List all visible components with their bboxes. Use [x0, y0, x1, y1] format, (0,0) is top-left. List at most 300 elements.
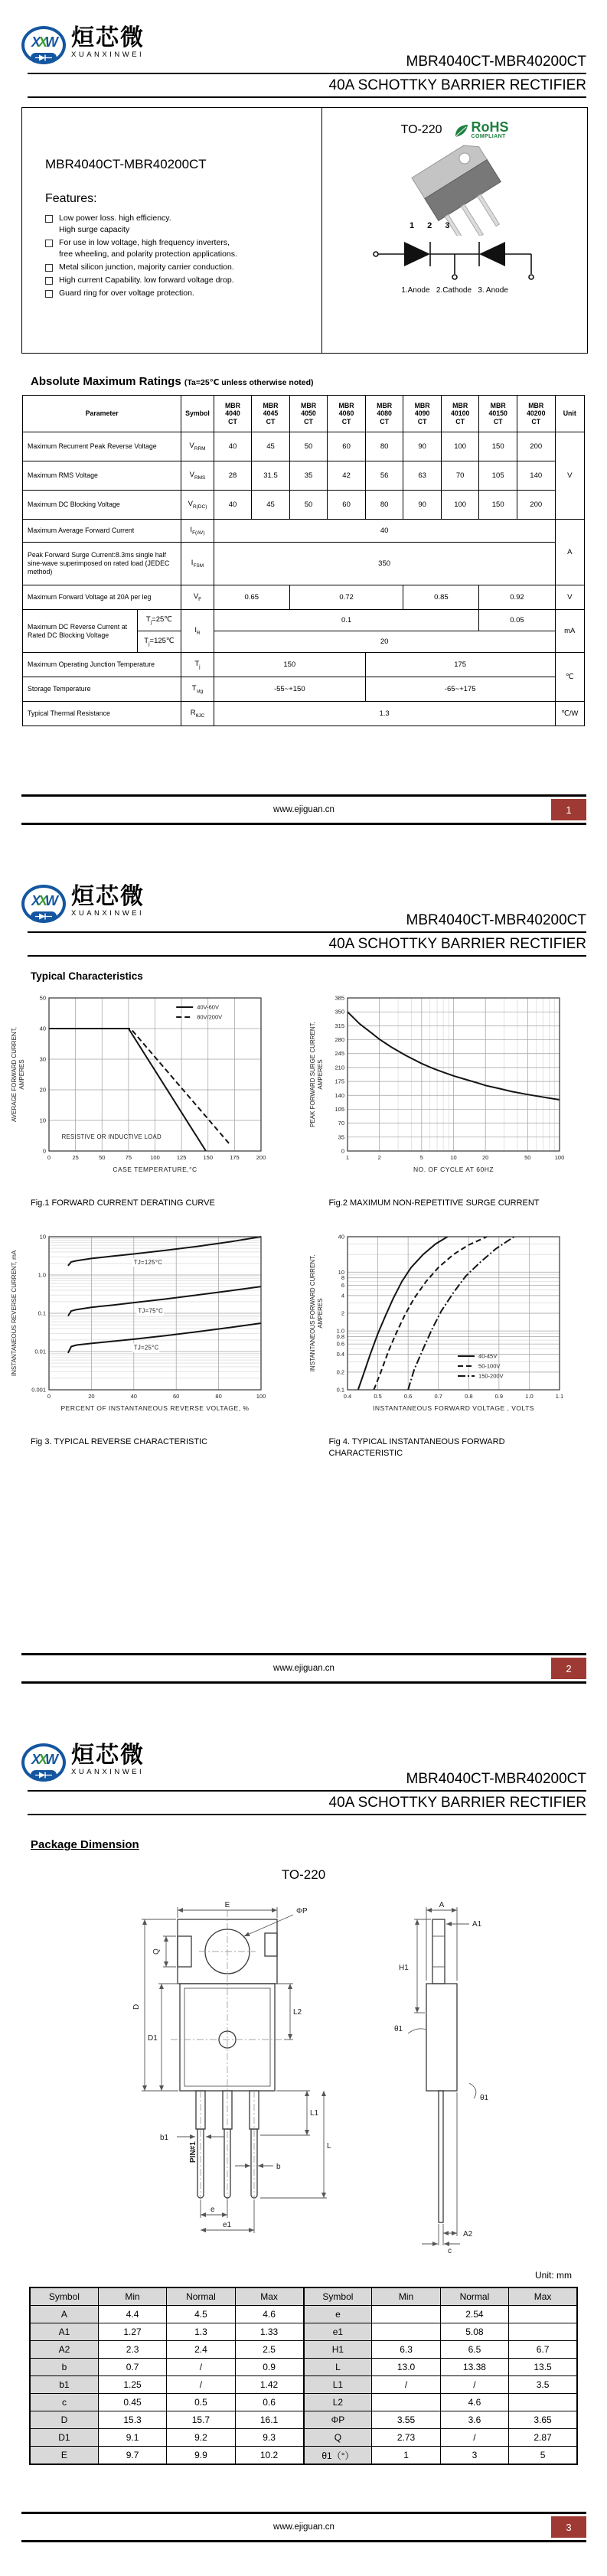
- amr-cell: -65~+175: [365, 677, 555, 702]
- svg-text:10: 10: [39, 1233, 46, 1241]
- svg-text:0: 0: [47, 1392, 51, 1400]
- dim-value: 3.55: [372, 2411, 440, 2429]
- svg-text:0: 0: [42, 1147, 46, 1155]
- checkbox-icon: [45, 240, 53, 247]
- amr-cell: 1.3: [214, 702, 555, 726]
- svg-text:25: 25: [72, 1154, 79, 1161]
- dim-value: /: [440, 2376, 508, 2394]
- feature-text: Guard ring for over voltage protection.: [59, 289, 194, 298]
- dim-symbol: D: [30, 2411, 98, 2429]
- amr-cell: Maximum DC Blocking Voltage: [23, 491, 181, 520]
- brand-names: [71, 885, 145, 918]
- svg-text:TJ=25°C: TJ=25°C: [133, 1344, 159, 1352]
- svg-text:1: 1: [345, 1154, 349, 1161]
- dim-value: 3.5: [509, 2376, 577, 2394]
- amr-cell: Maximum Operating Junction Temperature: [23, 653, 181, 677]
- fig3-caption: Fig 3. TYPICAL REVERSE CHARACTERISTIC: [31, 1436, 208, 1446]
- svg-text:AMPERES: AMPERES: [18, 1059, 25, 1090]
- svg-text:0.001: 0.001: [31, 1386, 46, 1394]
- doc-part-range: MBR4040CT-MBR40200CT: [406, 54, 586, 70]
- svg-text:AMPERES: AMPERES: [316, 1298, 324, 1329]
- dim-row: [30, 2376, 577, 2394]
- amr-cell: $V_{R(DC)}$: [181, 491, 214, 520]
- amr-header-device: MBR 4045 CT: [252, 396, 290, 432]
- amr-cell: 0.05: [479, 610, 555, 631]
- amr-cell: 350: [214, 543, 555, 585]
- brand-name-cn: 烜芯微: [71, 1743, 145, 1768]
- dim-value: 4.4: [98, 2306, 166, 2323]
- dim-value: 9.3: [235, 2429, 303, 2447]
- page-2: [0, 859, 607, 1717]
- dim-header: Normal: [167, 2287, 235, 2306]
- dim-symbol: H1: [304, 2341, 372, 2359]
- dim-header: Symbol: [30, 2287, 98, 2306]
- amr-cell: A: [555, 520, 585, 585]
- dim-value: 5: [509, 2447, 577, 2465]
- amr-cell: 90: [403, 491, 442, 520]
- dimension-label: Q: [152, 1948, 161, 1955]
- svg-text:280: 280: [334, 1036, 344, 1044]
- svg-text:NO. OF CYCLE AT 60HZ: NO. OF CYCLE AT 60HZ: [413, 1166, 494, 1173]
- dim-row: [30, 2341, 577, 2359]
- page-footer: [21, 794, 586, 825]
- brand-logo-icon: [21, 1743, 66, 1782]
- dim-value: 0.5: [167, 2394, 235, 2411]
- svg-text:10: 10: [39, 1117, 46, 1124]
- amr-cell: 70: [441, 461, 479, 491]
- logo-letters: XXW: [31, 892, 57, 908]
- dim-symbol: ΦP: [304, 2411, 372, 2429]
- amr-cell: Maximum Recurrent Peak Reverse Voltage: [23, 432, 181, 461]
- fig2-caption: Fig.2 MAXIMUM NON-REPETITIVE SURGE CURRENT: [328, 1198, 540, 1208]
- svg-text:PEAK FORWARD SURGE CURRENT,: PEAK FORWARD SURGE CURRENT,: [308, 1022, 316, 1127]
- svg-text:0.4: 0.4: [336, 1351, 344, 1358]
- svg-text:80V/200V: 80V/200V: [197, 1013, 223, 1021]
- package-drawing: [44, 1898, 564, 2261]
- dim-symbol: A: [30, 2306, 98, 2323]
- dim-value: [372, 2323, 440, 2341]
- features-title: Features:: [45, 192, 97, 205]
- package-3d-image: [374, 142, 535, 236]
- pin-numbers: 1 2 3: [410, 221, 455, 230]
- svg-text:80: 80: [215, 1392, 222, 1400]
- amr-cell: 140: [517, 461, 555, 491]
- amr-cell: 80: [365, 491, 403, 520]
- svg-text:40: 40: [39, 1025, 46, 1032]
- dim-symbol: D1: [30, 2429, 98, 2447]
- checkbox-icon: [45, 264, 53, 272]
- svg-text:0.7: 0.7: [433, 1392, 442, 1400]
- dim-row: [30, 2429, 577, 2447]
- doc-subtitle: 40A SCHOTTKY BARRIER RECTIFIER: [328, 77, 586, 93]
- svg-text:50: 50: [524, 1154, 530, 1161]
- dim-symbol: A2: [30, 2341, 98, 2359]
- feature-item: [45, 237, 321, 260]
- dimension-label: e1: [222, 2221, 231, 2229]
- amr-cell: $R_{\theta JC}$: [181, 702, 214, 726]
- fig3-plot: [9, 1226, 273, 1427]
- amr-cell: 60: [328, 432, 366, 461]
- svg-text:100: 100: [256, 1392, 266, 1400]
- package-dimension-title: Package Dimension: [31, 1838, 139, 1851]
- dim-value: 4.5: [167, 2306, 235, 2323]
- feature-text: For use in low voltage, high frequency inverters, free wheeling, and polarity protection applications.: [59, 238, 237, 259]
- feature-item: [45, 288, 321, 299]
- amr-cell: 20: [214, 631, 555, 653]
- amr-cell: $T_j$: [181, 653, 214, 677]
- dim-value: 3: [440, 2447, 508, 2465]
- amr-title-note: (Ta=25℃ unless otherwise noted): [184, 378, 314, 387]
- dim-value: 13.5: [509, 2359, 577, 2376]
- brand-name-cn: 烜芯微: [71, 25, 145, 51]
- leaf-icon: [453, 123, 469, 139]
- amr-cell: 200: [517, 432, 555, 461]
- amr-header-device: MBR 4050 CT: [289, 396, 328, 432]
- amr-cell: ℃/W: [555, 702, 585, 726]
- dim-value: 6.7: [509, 2341, 577, 2359]
- diode-icon: [31, 53, 57, 63]
- dim-value: [509, 2323, 577, 2341]
- amr-cell: V: [555, 432, 585, 520]
- dim-header: Normal: [440, 2287, 508, 2306]
- dim-header-row: [30, 2287, 577, 2306]
- feature-item: [45, 275, 321, 286]
- svg-text:245: 245: [334, 1050, 344, 1058]
- amr-cell: $V_F$: [181, 585, 214, 610]
- dim-value: 0.9: [235, 2359, 303, 2376]
- svg-text:150: 150: [203, 1154, 214, 1161]
- feature-text: Metal silicon junction, majority carrier conduction.: [59, 262, 234, 272]
- amr-cell: 60: [328, 491, 366, 520]
- dimension-label: L: [326, 2142, 331, 2150]
- brand-name-en: XUANXINWEI: [71, 908, 145, 918]
- svg-text:AVERAGE FORWARD CURRENT,: AVERAGE FORWARD CURRENT,: [11, 1027, 18, 1122]
- dim-value: [509, 2306, 577, 2323]
- dim-row: [30, 2394, 577, 2411]
- svg-text:RESISTIVE OR INDUCTIVE LOAD: RESISTIVE OR INDUCTIVE LOAD: [61, 1133, 162, 1140]
- fig1-chart: [9, 987, 300, 1192]
- amr-row: [23, 702, 585, 726]
- dim-value: [372, 2306, 440, 2323]
- svg-text:2: 2: [341, 1309, 344, 1317]
- svg-text:PERCENT OF INSTANTANEOUS REVER: PERCENT OF INSTANTANEOUS REVERSE VOLTAGE, %: [60, 1404, 250, 1412]
- dimension-label: E: [224, 1901, 230, 1909]
- dim-symbol: e: [304, 2306, 372, 2323]
- svg-text:INSTANTANEOUS FORWARD CURRENT,: INSTANTANEOUS FORWARD CURRENT,: [308, 1254, 316, 1372]
- svg-text:125: 125: [176, 1154, 187, 1161]
- dim-value: 0.6: [235, 2394, 303, 2411]
- dim-row: [30, 2411, 577, 2429]
- dim-symbol: L: [304, 2359, 372, 2376]
- amr-header-device: MBR 4040 CT: [214, 396, 252, 432]
- dim-value: 0.45: [98, 2394, 166, 2411]
- diode-pin-caption: 1.Anode 2.Cathode 3. Anode: [401, 286, 508, 295]
- svg-text:105: 105: [334, 1105, 344, 1113]
- amr-cell: $I_R$: [181, 610, 214, 653]
- svg-text:0.6: 0.6: [403, 1392, 412, 1400]
- svg-text:6: 6: [341, 1281, 344, 1289]
- amr-header-device: MBR 4080 CT: [365, 396, 403, 432]
- amr-cell: $T_{stg}$: [181, 677, 214, 702]
- dimension-label: L2: [292, 2008, 302, 2017]
- fig4-chart: [308, 1226, 599, 1430]
- svg-text:1.0: 1.0: [524, 1392, 534, 1400]
- dim-value: 10.2: [235, 2447, 303, 2465]
- dim-value: 1.33: [235, 2323, 303, 2341]
- svg-text:150-200V: 150-200V: [478, 1372, 504, 1380]
- amr-cell: Peak Forward Surge Current:8.3ms single half sine-wave superimposed on rated load (JEDEC method): [23, 543, 181, 585]
- amr-header-device: MBR 4090 CT: [403, 396, 442, 432]
- svg-text:0.1: 0.1: [336, 1386, 344, 1394]
- header-rule: [28, 931, 586, 933]
- dim-symbol: θ1（°）: [304, 2447, 372, 2465]
- overview-right: [321, 108, 587, 353]
- header-rule: [28, 1790, 586, 1792]
- dim-value: 2.4: [167, 2341, 235, 2359]
- amr-cell: Storage Temperature: [23, 677, 181, 702]
- amr-header-device: MBR 4060 CT: [328, 396, 366, 432]
- features-list: [22, 213, 321, 299]
- package-name: TO-220: [400, 122, 442, 136]
- amr-cell: $V_{RMS}$: [181, 461, 214, 491]
- page-1: [0, 0, 607, 859]
- amr-header-device: MBR 40100 CT: [441, 396, 479, 432]
- dimension-label: A: [439, 1901, 444, 1909]
- svg-text:175: 175: [334, 1078, 344, 1085]
- amr-row: [23, 520, 585, 543]
- header-rule: [28, 73, 586, 74]
- svg-text:AMPERES: AMPERES: [316, 1059, 324, 1090]
- svg-text:35: 35: [338, 1133, 344, 1141]
- amr-header-device: MBR 40200 CT: [517, 396, 555, 432]
- amr-cell: 0.1: [214, 610, 479, 631]
- svg-text:315: 315: [334, 1022, 344, 1029]
- svg-text:175: 175: [230, 1154, 240, 1161]
- amr-cell: 50: [289, 491, 328, 520]
- page-number-badge: 2: [551, 1658, 586, 1679]
- svg-text:INSTANTANEOUS REVERSE CURRENT,: INSTANTANEOUS REVERSE CURRENT, mA: [11, 1250, 18, 1376]
- dim-symbol: L2: [304, 2394, 372, 2411]
- amr-cell: 80: [365, 432, 403, 461]
- svg-text:5: 5: [419, 1154, 423, 1161]
- fig2-plot: [308, 987, 572, 1188]
- dim-value: 3.6: [440, 2411, 508, 2429]
- logo-letters: XXW: [31, 34, 57, 50]
- svg-text:4: 4: [341, 1292, 344, 1299]
- dimension-table: [29, 2287, 578, 2465]
- brand-logo: [21, 26, 148, 64]
- dim-value: 1: [372, 2447, 440, 2465]
- feature-item: [45, 213, 321, 236]
- overview-box: [21, 107, 588, 354]
- rohs-label: RoHS: [471, 119, 509, 135]
- page-footer: [21, 2512, 586, 2542]
- fig4-plot: [308, 1226, 572, 1427]
- dimension-label: b: [276, 2163, 281, 2171]
- page-number-badge: 1: [551, 799, 586, 820]
- doc-part-range: MBR4040CT-MBR40200CT: [406, 912, 586, 928]
- amr-row: [23, 543, 585, 585]
- amr-cell: Maximum Average Forward Current: [23, 520, 181, 543]
- dim-symbol: L1: [304, 2376, 372, 2394]
- dim-value: /: [167, 2376, 235, 2394]
- amr-cell: 0.92: [479, 585, 555, 610]
- amr-cell: 50: [289, 432, 328, 461]
- svg-text:TJ=75°C: TJ=75°C: [138, 1307, 164, 1315]
- dim-header: Max: [235, 2287, 303, 2306]
- page-header: [21, 0, 586, 101]
- svg-text:50: 50: [99, 1154, 106, 1161]
- dimension-label: D: [132, 2004, 141, 2010]
- dim-value: 5.08: [440, 2323, 508, 2341]
- fig2-chart: [308, 987, 599, 1192]
- fig2-cell: [308, 987, 599, 1209]
- dim-symbol: E: [30, 2447, 98, 2465]
- page-header: [21, 1717, 586, 1818]
- feature-item: [45, 262, 321, 273]
- checkbox-icon: [45, 290, 53, 298]
- dim-value: 13.0: [372, 2359, 440, 2376]
- amr-cell: 105: [479, 461, 517, 491]
- dim-row: [30, 2323, 577, 2341]
- dim-value: 2.5: [235, 2341, 303, 2359]
- doc-subtitle: 40A SCHOTTKY BARRIER RECTIFIER: [328, 1795, 586, 1811]
- brand-logo-icon: [21, 26, 66, 64]
- dim-header: Symbol: [304, 2287, 372, 2306]
- dim-row: [30, 2306, 577, 2323]
- brand-names: [71, 26, 145, 59]
- svg-text:20: 20: [481, 1154, 488, 1161]
- dim-symbol: Q: [304, 2429, 372, 2447]
- dimension-label: c: [447, 2247, 452, 2255]
- svg-text:1.1: 1.1: [555, 1392, 563, 1400]
- dim-value: 1.25: [98, 2376, 166, 2394]
- amr-cell: 63: [403, 461, 442, 491]
- diode-icon: [31, 1770, 57, 1780]
- diode-icon: [31, 911, 57, 921]
- dim-value: /: [372, 2376, 440, 2394]
- dim-value: /: [440, 2429, 508, 2447]
- svg-text:0.8: 0.8: [336, 1332, 344, 1340]
- amr-cell: 0.65: [214, 585, 289, 610]
- svg-text:40-45V: 40-45V: [478, 1352, 497, 1360]
- dim-symbol: b: [30, 2359, 98, 2376]
- amr-row: [23, 653, 585, 677]
- dim-value: 0.7: [98, 2359, 166, 2376]
- svg-text:0.2: 0.2: [336, 1368, 344, 1376]
- dim-value: /: [167, 2359, 235, 2376]
- amr-cell: Maximum RMS Voltage: [23, 461, 181, 491]
- svg-text:0.9: 0.9: [494, 1392, 503, 1400]
- amr-cell: 40: [214, 491, 252, 520]
- dimension-label: θ1: [479, 2094, 488, 2102]
- amr-cell: Typical Thermal Resistance: [23, 702, 181, 726]
- amr-cell: 31.5: [252, 461, 290, 491]
- charts-grid: [9, 987, 598, 1459]
- svg-text:200: 200: [256, 1154, 266, 1161]
- svg-text:210: 210: [334, 1064, 344, 1071]
- svg-text:20: 20: [88, 1392, 95, 1400]
- footer-url[interactable]: www.ejiguan.cn: [273, 1664, 335, 1673]
- fig4-cell: [308, 1226, 599, 1459]
- svg-text:140: 140: [334, 1091, 344, 1099]
- fig3-chart: [9, 1226, 300, 1430]
- svg-text:1.0: 1.0: [336, 1327, 344, 1335]
- dim-value: 9.9: [167, 2447, 235, 2465]
- amr-cell: 100: [441, 491, 479, 520]
- amr-cell: 40: [214, 520, 555, 543]
- dimension-label: A1: [472, 1920, 481, 1929]
- dim-value: 15.7: [167, 2411, 235, 2429]
- svg-text:70: 70: [338, 1120, 344, 1127]
- svg-text:10: 10: [338, 1268, 344, 1276]
- dim-symbol: c: [30, 2394, 98, 2411]
- amr-cell: 45: [252, 491, 290, 520]
- dim-value: 13.38: [440, 2359, 508, 2376]
- svg-text:40: 40: [130, 1392, 137, 1400]
- footer-url[interactable]: www.ejiguan.cn: [273, 805, 335, 814]
- diode-schematic: [370, 236, 539, 286]
- checkbox-icon: [45, 277, 53, 285]
- page-3: [0, 1717, 607, 2576]
- dim-value: [509, 2394, 577, 2411]
- dimension-label: ΦP: [295, 1907, 308, 1916]
- brand-name-cn: 烜芯微: [71, 884, 145, 909]
- svg-text:0.6: 0.6: [336, 1340, 344, 1348]
- svg-text:TJ=125°C: TJ=125°C: [133, 1258, 163, 1266]
- amr-cell: V: [555, 585, 585, 610]
- amr-cell: Maximum Forward Voltage at 20A per leg: [23, 585, 181, 610]
- fig1-caption: Fig.1 FORWARD CURRENT DERATING CURVE: [31, 1198, 215, 1208]
- svg-text:40V-60V: 40V-60V: [197, 1003, 219, 1011]
- amr-row: [23, 432, 585, 461]
- rohs-badge: [453, 120, 509, 139]
- amr-cell: -55~+150: [214, 677, 365, 702]
- svg-text:0.4: 0.4: [343, 1392, 351, 1400]
- amr-table: [22, 395, 585, 726]
- dimension-label: PIN#1: [188, 2141, 197, 2163]
- amr-cell: 150: [214, 653, 365, 677]
- fig1-cell: [9, 987, 300, 1209]
- dim-symbol: A1: [30, 2323, 98, 2341]
- svg-text:30: 30: [39, 1055, 46, 1063]
- amr-cell: 56: [365, 461, 403, 491]
- feature-text: Low power loss. high efficiency. High surge capacity: [59, 214, 171, 234]
- amr-cell: $T_j=25℃$: [137, 610, 181, 631]
- amr-cell: 200: [517, 491, 555, 520]
- svg-text:8: 8: [341, 1274, 344, 1282]
- dim-value: 4.6: [440, 2394, 508, 2411]
- dim-value: [372, 2394, 440, 2411]
- footer-url[interactable]: www.ejiguan.cn: [273, 2522, 335, 2532]
- dim-value: 16.1: [235, 2411, 303, 2429]
- dim-value: 1.42: [235, 2376, 303, 2394]
- dim-value: 9.7: [98, 2447, 166, 2465]
- amr-cell: $I_{FSM}$: [181, 543, 214, 585]
- amr-cell: 40: [214, 432, 252, 461]
- dimension-label: H1: [398, 1964, 409, 1972]
- page-number-badge: 3: [551, 2516, 586, 2538]
- dim-header: Min: [372, 2287, 440, 2306]
- amr-cell: $V_{RRM}$: [181, 432, 214, 461]
- svg-text:50-100V: 50-100V: [478, 1362, 500, 1370]
- amr-header-device: MBR 40150 CT: [479, 396, 517, 432]
- dimension-label: b1: [159, 2134, 168, 2142]
- brand-name-en: XUANXINWEI: [71, 50, 145, 59]
- dim-symbol: b1: [30, 2376, 98, 2394]
- svg-text:100: 100: [554, 1154, 564, 1161]
- dim-value: 1.27: [98, 2323, 166, 2341]
